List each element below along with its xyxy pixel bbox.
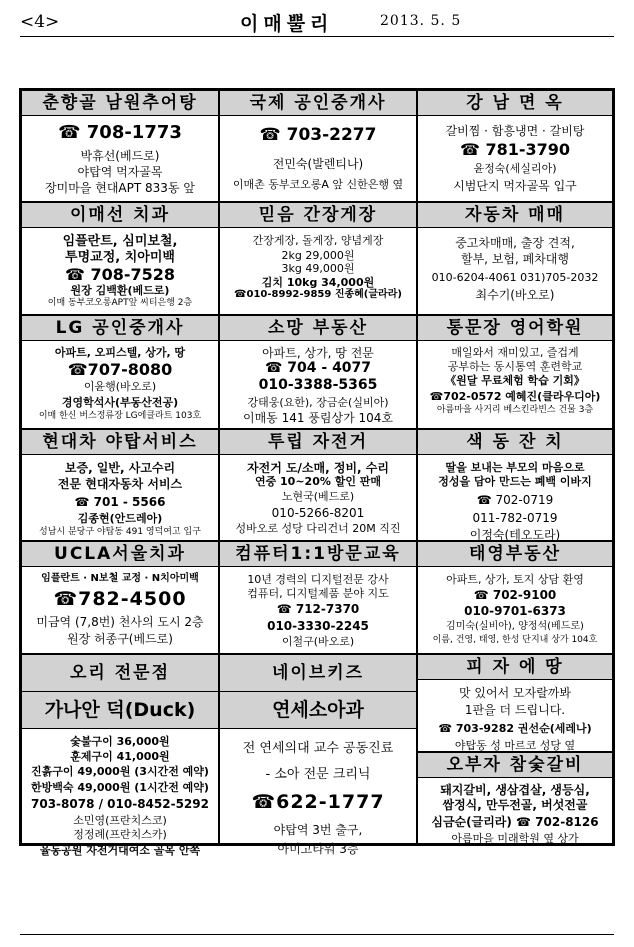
ad-location: 이매 동부코오롱APT앞 씨티은행 2층 [47, 297, 193, 308]
ad-subtitle: 가나안 덕(Duck) [22, 692, 218, 729]
ad-owner: 원장 허종구(베드로) [67, 632, 173, 647]
ad-phone: ☎ 702-0719 [476, 493, 554, 508]
ad-owner: 원장 김백환(베드로) [70, 284, 170, 298]
ad-price: 3kg 49,000원 [281, 262, 355, 276]
ad-title: LG 공인중개사 [22, 316, 218, 341]
page-header [20, 8, 614, 34]
ad-title: 믿음 간장게장 [220, 203, 416, 228]
newsletter-title: 이매뿔리 [240, 13, 334, 35]
ad-title: 컴퓨터1:1방문교육 [220, 542, 416, 567]
ad-owner: 박휴선(베드로) [80, 148, 160, 163]
ad-phone: ☎ 781-3790 [459, 140, 571, 160]
ad-phone: ☎ 704 - 4077 [264, 360, 372, 377]
ad-title: 춘향골 남원추어탕 [22, 91, 218, 116]
ad-phone: ☎702-0572 예혜진(클라우디아) [429, 389, 601, 403]
ad-car-trade [417, 202, 613, 315]
ad-price: 김치 10kg 34,000원 [261, 275, 375, 289]
ad-location: 성남시 분당구 야탑동 491 영덕여고 입구 [39, 527, 201, 538]
header-rule [20, 36, 614, 37]
ad-location: 이매 한신 버스정류장 LG에클라트 103호 [38, 410, 202, 421]
ad-title: 네이브키즈 [220, 655, 416, 692]
ad-title: 소망 부동산 [220, 316, 416, 341]
ad-service: 보증, 일반, 사고수리 [64, 461, 176, 475]
ad-slogan: 정성을 담아 만드는 폐백 이바지 [438, 475, 592, 489]
ad-menu: 쌈정식, 만두전골, 버섯전골 [442, 798, 588, 813]
ad-title: 국제 공인중개사 [220, 91, 416, 116]
ad-service: 아파트, 오피스텔, 상가, 땅 [54, 346, 186, 359]
ad-slogan: 매일와서 재미있고, 즐겁게 [451, 346, 579, 359]
ad-location: 야탑역 3번 출구, [273, 822, 363, 837]
ad-title: 현대차 야탑서비스 [22, 430, 218, 455]
ad-phone: ☎ 708-7528 [64, 265, 176, 285]
ad-phone: ☎ 701 - 5566 [74, 494, 166, 509]
ad-location: 이름, 건영, 태영, 한성 단지내 상가 104호 [432, 634, 598, 645]
ad-slogan: 공부하는 동시통역 훈련학교 [447, 360, 583, 374]
ad-owner: 소민영(프란치스코) [73, 814, 167, 828]
ad-imaeseon-dental [21, 202, 219, 315]
ad-mobile: 010-3388-5365 [258, 377, 378, 394]
ad-service: 아파트, 상가, 토지 상담 환영 [446, 573, 584, 586]
ad-menu-item: 진흙구이 49,000원 (3시간전 예약) [31, 765, 209, 779]
ad-phone: ☎ 703-9282 권선순(세레나) [438, 721, 592, 735]
ad-gangnam-myeonok [417, 90, 613, 202]
ad-owner: 정정례(프란치스카) [73, 828, 167, 842]
ad-phone: ☎010-8992-9859 진종혜(글라라) [234, 288, 402, 300]
ad-title: 자동차 매매 [418, 203, 612, 228]
ad-owner: 강태웅(요한), 장금순(실비아) [247, 395, 389, 409]
ad-menu-item: 숯불구이 36,000원 [70, 735, 170, 748]
ad-owner: 윤정숙(세실리아) [473, 161, 557, 175]
ad-phone: ☎782-4500 [53, 588, 187, 610]
ad-title: 오부자 참숯갈비 [418, 753, 612, 778]
ad-phone: ☎622-1777 [251, 791, 385, 814]
ad-computer-lesson [219, 541, 417, 654]
ad-service: 중고차매매, 출장 견적, [455, 236, 575, 250]
ad-location: 미금역 (7,8번) 천사의 도시 2층 [36, 614, 204, 629]
ad-mobile: 010-9701-6373 [464, 603, 566, 618]
ad-credential: 경영학석사(부동산전공) [61, 395, 179, 409]
ad-service: - 소아 전문 크리닉 [265, 766, 371, 782]
ad-owner: 노현국(베드로) [281, 489, 355, 503]
ad-owner: 이철구(바오로) [281, 635, 355, 649]
ad-hyundai-service [21, 429, 219, 541]
ad-title: 통문장 영어학원 [418, 316, 612, 341]
ad-phone: ☎ 712-7370 [276, 602, 360, 617]
ad-taeyoung-realty [417, 541, 613, 654]
ad-owner: 김미숙(실비아), 양정석(베드로) [446, 620, 584, 632]
ad-service: 전문 현대자동차 서비스 [57, 477, 183, 492]
ad-saekdong-janchi [417, 429, 613, 541]
ad-somang-realty [219, 315, 417, 429]
ad-owner: 김종현(안드레아) [77, 512, 163, 526]
ad-obuja-galbi [417, 752, 613, 844]
ad-price: 2kg 29,000원 [281, 249, 355, 263]
ad-service: 임플란트 · N보철 교정 · N치아미백 [41, 573, 199, 584]
ad-tongmunjang-english [417, 315, 613, 429]
ad-menu: 돼지갈비, 생삼겹살, 생등심, [440, 783, 590, 797]
ad-mobile: 010-5266-8201 [271, 505, 365, 520]
ad-title: 태영부동산 [418, 542, 612, 567]
ad-location: 시범단지 먹자골목 입구 [453, 178, 577, 193]
footer-rule [20, 934, 614, 935]
ad-slogan: 1판을 더 드립니다. [464, 703, 566, 718]
ad-location: 율동공원 자전거대여소 골목 안쪽 [39, 843, 201, 857]
ad-yonsei-pediatrics [219, 654, 417, 857]
ad-service: 전 연세의대 교수 공동진료 [242, 741, 394, 756]
ad-location: 아름마을 사거리 베스킨라빈스 건물 3층 [436, 404, 594, 415]
ad-location: 이매촌 동부코오롱A 앞 신한은행 옆 [232, 177, 404, 191]
issue-date: 2013. 5. 5 [380, 13, 462, 29]
ad-title: UCLA서울치과 [22, 542, 218, 567]
ad-subtitle: 연세소아과 [220, 692, 416, 729]
ad-owner: 이윤행(바오로) [83, 380, 157, 394]
ad-phone: 703-8078 / 010-8452-5292 [31, 796, 209, 811]
ad-service: 아파트, 상가, 땅 전문 [262, 346, 374, 360]
ad-canaan-duck [21, 654, 219, 857]
ad-location: 이매동 141 풍림상가 104호 [243, 411, 393, 426]
ad-title: 투립 자전거 [220, 430, 416, 455]
ad-mideum-ganjang [219, 202, 417, 315]
ad-owner: 최수기(바오로) [475, 287, 555, 302]
ad-location: 아름마을 미래학원 옆 상가 [451, 832, 579, 846]
ad-service: 10년 경력의 디지털전문 강사 [247, 573, 389, 586]
ad-location: 성바오로 성당 다리건너 20M 직진 [235, 522, 401, 536]
ad-offer: 《원달 무료체험 학습 기회》 [445, 374, 585, 388]
ad-phone: ☎ 702-9100 [473, 588, 557, 603]
ad-tulip-bicycle [219, 429, 417, 541]
ad-phone: ☎ 708-1773 [58, 122, 182, 143]
ad-lg-realty [21, 315, 219, 429]
ad-gukje-realty [219, 90, 417, 202]
page-number: <4> [20, 12, 60, 32]
ad-offer: 연중 10~20% 할인 판매 [254, 475, 382, 489]
ad-pizza-ettang [417, 654, 613, 752]
ad-title: 오리 전문점 [22, 655, 218, 692]
ad-grid [19, 88, 615, 857]
ad-service: 자전거 도/소매, 정비, 수리 [247, 461, 389, 475]
ad-location: 야탑동 성 마르코 성당 옆 [454, 738, 576, 752]
ad-phone: ☎ 703-2277 [259, 125, 377, 145]
ad-menu: 간장게장, 돌게장, 양념게장 [252, 234, 384, 247]
ad-phone: ☎707-8080 [67, 360, 173, 380]
ad-owner: 전민숙(발렌티나) [272, 157, 364, 172]
ad-service: 할부, 보험, 폐차대행 [461, 252, 569, 267]
ad-ucla-dental [21, 541, 219, 654]
ad-title: 강 남 면 옥 [418, 91, 612, 116]
ad-mobile: 010-3330-2245 [267, 618, 369, 633]
ad-menu-item: 훈제구이 41,000원 [70, 750, 170, 764]
ad-mobile: 011-782-0719 [472, 510, 558, 525]
ad-phone: 심금순(글리라) ☎ 702-8126 [431, 814, 599, 829]
ad-service: 임플란트, 심미보철, [62, 234, 178, 249]
ad-title: 이매선 치과 [22, 203, 218, 228]
ad-service: 투명교정, 치아미백 [65, 249, 175, 265]
ad-owner: 이정숙(테오도라) [469, 528, 561, 543]
ad-location: 아미고타워 3층 [277, 842, 359, 857]
ad-location: 야탑역 먹자골목 [77, 164, 163, 179]
ad-slogan: 딸을 보내는 부모의 마음으로 [445, 461, 585, 474]
ad-slogan: 맛 있어서 모자랄까봐 [459, 686, 571, 700]
ad-location: 장미마을 현대APT 833동 앞 [45, 181, 195, 196]
ad-menu-item: 한방백숙 49,000원 (1시간전 예약) [31, 780, 209, 794]
ad-title: 색 동 잔 치 [418, 430, 612, 455]
ad-phone: 010-6204-4061 031)705-2032 [431, 270, 599, 284]
ad-menu: 갈비찜 · 함흥냉면 · 갈비탕 [445, 124, 585, 138]
ad-chunhyanggol [21, 90, 219, 202]
ad-service: 컴퓨터, 디지털제품 분야 지도 [247, 587, 389, 601]
ad-title: 피 자 에 땅 [418, 655, 612, 680]
